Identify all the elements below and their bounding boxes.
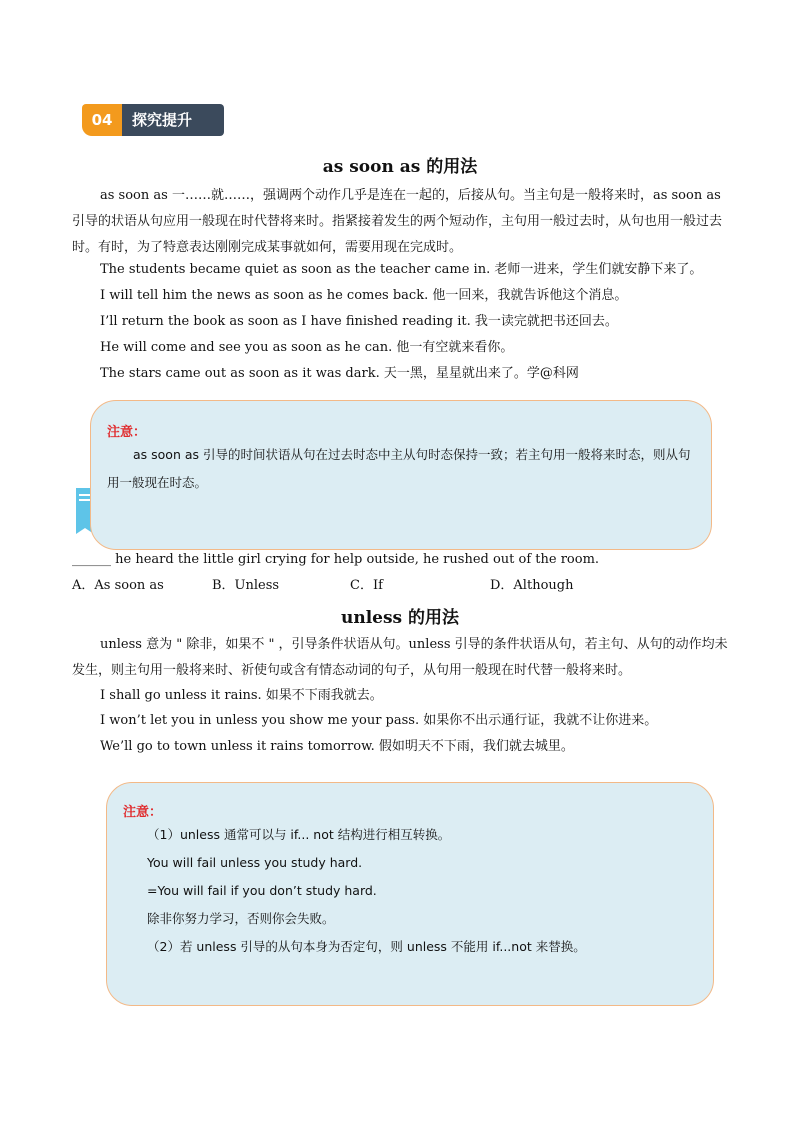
section-badge-label: 探究提升 [118, 104, 224, 136]
question-option-b: B．Unless [212, 578, 280, 593]
section2-example-2: I won’t let you in unless you show me your pass. 如果你不出示通行证，我就不让你进来。 [100, 713, 658, 728]
note-2-line-3: =You will fail if you don’t study hard. [147, 883, 377, 898]
note-2-line-5: （2）若 unless 引导的从句本身为否定句，则 unless 不能用 if...not 来替换。 [147, 939, 586, 954]
section1-example-4: He will come and see you as soon as he can. 他一有空就来看你。 [100, 340, 514, 355]
question-option-a: A．As soon as [72, 578, 164, 593]
note-1-text: as soon as 引导的时间状语从句在过去时态中主从句时态保持一致；若主句用一般将来时态，则从句用一般现在时态。 [107, 447, 691, 490]
section2-title: unless 的用法 [340, 608, 460, 628]
note-box-2 [106, 782, 714, 1006]
note-2-title: 注意： [123, 805, 163, 820]
section1-example-3: I’ll return the book as soon as I have finished reading it. 我一读完就把书还回去。 [100, 314, 618, 329]
section-badge-number: 04 [82, 104, 122, 136]
question-option-c: C．If [350, 578, 383, 593]
note-1-title: 注意： [107, 425, 147, 440]
section2-example-3: We’ll go to town unless it rains tomorrow. 假如明天不下雨，我们就去城里。 [100, 739, 574, 754]
note-2-line-2: You will fail unless you study hard. [147, 855, 363, 870]
section2-example-1: I shall go unless it rains. 如果不下雨我就去。 [100, 688, 383, 703]
section1-example-2: I will tell him the news as soon as he comes back. 他一回来，我就告诉他这个消息。 [100, 288, 628, 303]
note-2-line-1: （1）unless 通常可以与 if... not 结构进行相互转换。 [147, 827, 451, 842]
section-badge [82, 104, 224, 136]
section2-intro: unless 意为 " 除非，如果不 " ，引导条件状语从句。unless 引导的条件状语从句，若主句、从句的动作均未发生，则主句用一般将来时、祈使句或含有情态动词的句子，从句用一般现在时代替一般将来时。 [72, 637, 728, 678]
note-box-1 [90, 400, 712, 550]
section1-intro: as soon as 一……就……，强调两个动作几乎是连在一起的，后接从句。当主句是一般将来时，as soon as 引导的状语从句应用一般现在时代替将来时。指紧接着发生的两个短动作，主句用一般过去时，从句也用一般过去时。有时，为了特意表达刚刚完成某事就如何，需要用现在完成时。 [72, 188, 723, 255]
note-2-line-4: 除非你努力学习，否则你会失败。 [147, 911, 335, 926]
section1-example-1: The students became quiet as soon as the teacher came in. 老师一进来，学生们就安静下来了。 [100, 262, 703, 277]
question-stem: ______ he heard the little girl crying for help outside, he rushed out of the room. [72, 552, 600, 567]
section1-example-5: The stars came out as soon as it was dark. 天一黑，星星就出来了。学@科网 [100, 366, 579, 381]
section1-title: as soon as 的用法 [322, 157, 478, 177]
question-option-d: D．Although [490, 578, 574, 593]
